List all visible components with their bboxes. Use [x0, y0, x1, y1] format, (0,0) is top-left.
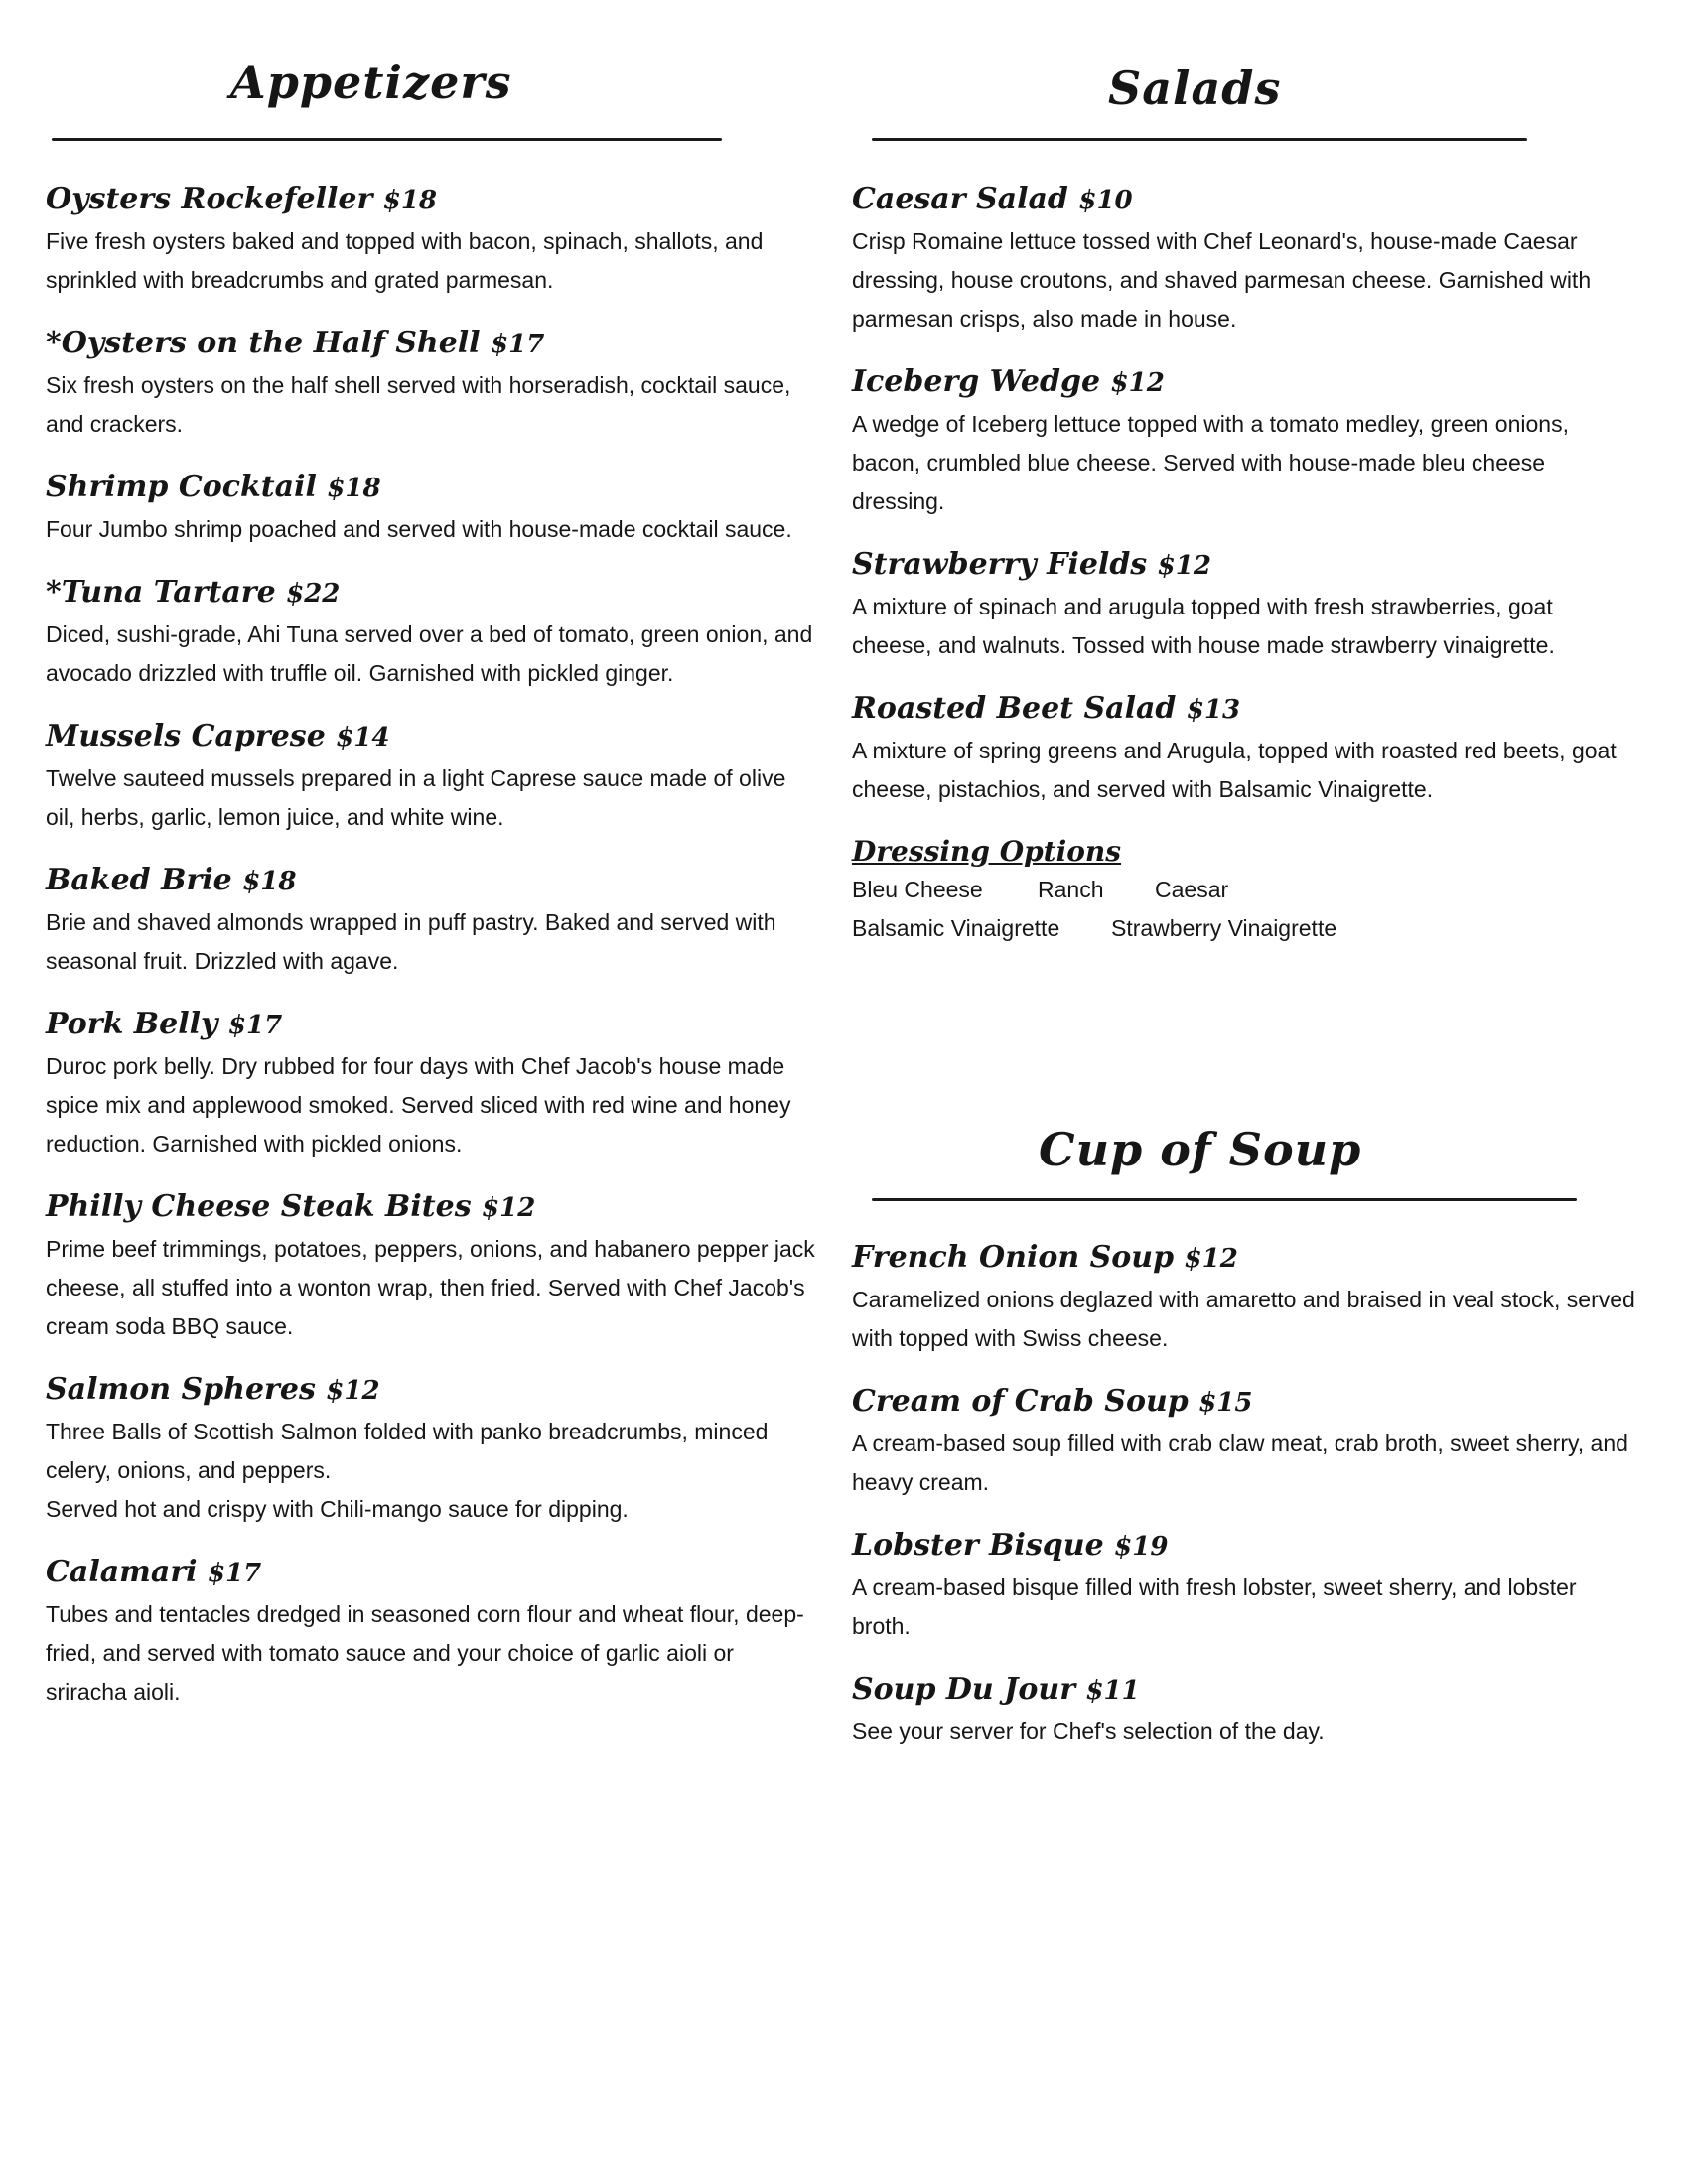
item-description: Brie and shaved almonds wrapped in puff pastry. Baked and served with seasonal fruit. Drizzled with agave. [46, 909, 776, 974]
item-price: $12 [326, 1376, 380, 1406]
appetizers-column [46, 0, 820, 1705]
item-name: Baked Brie [46, 863, 232, 897]
item-description: A mixture of spring greens and Arugula, topped with roasted red beets, goat cheese, pistachios, and served with Balsamic Vinaigrette. [852, 738, 1617, 802]
menu-item [46, 1005, 820, 1163]
item-price: $15 [1198, 1388, 1253, 1418]
salads-rule [872, 138, 1527, 141]
item-description: Tubes and tentacles dredged in seasoned corn flour and wheat flour, deep-fried, and served with tomato sauce and your choice of garlic aioli or sriracha aioli. [46, 1601, 804, 1705]
item-description: Six fresh oysters on the half shell served with horseradish, cocktail sauce, and crackers. [46, 372, 791, 437]
menu-item [852, 1526, 1636, 1646]
item-name: Salmon Spheres [46, 1372, 316, 1407]
item-description-note: Served hot and crispy with Chili-mango sauce for dipping. [46, 1496, 629, 1522]
item-name: Cream of Crab Soup [852, 1384, 1189, 1419]
item-price: $18 [242, 867, 297, 896]
item-price: $10 [1078, 186, 1133, 215]
item-price: $22 [286, 579, 341, 609]
item-name: Mussels Caprese [46, 719, 326, 753]
appetizer-list [46, 180, 820, 1711]
item-description: Five fresh oysters baked and topped with bacon, spinach, shallots, and sprinkled with breadcrumbs and grated parmesan. [46, 228, 764, 293]
soup-heading: Cup of Soup [1039, 1123, 1362, 1176]
item-name: Strawberry Fields [852, 547, 1148, 582]
menu-item [852, 689, 1636, 809]
item-name: *Oysters on the Half Shell [46, 326, 481, 360]
item-description: Crisp Romaine lettuce tossed with Chef Leonard's, house-made Caesar dressing, house croutons, and shaved parmesan cheese. Garnished with parmesan crisps, also made in house. [852, 228, 1592, 332]
menu-item [46, 861, 820, 981]
item-name: Shrimp Cocktail [46, 470, 317, 504]
dressing-row [852, 909, 1636, 948]
item-name: Philly Cheese Steak Bites [46, 1189, 472, 1224]
item-price: $12 [482, 1193, 536, 1223]
item-name: Soup Du Jour [852, 1672, 1075, 1706]
item-name: Calamari [46, 1555, 198, 1589]
item-description: See your server for Chef's selection of the day. [852, 1718, 1325, 1744]
item-price: $12 [1157, 551, 1211, 581]
item-price: $18 [327, 474, 381, 503]
menu-item [852, 545, 1636, 665]
appetizers-rule [52, 138, 722, 141]
item-name: Lobster Bisque [852, 1528, 1104, 1563]
item-name: Roasted Beet Salad [852, 691, 1177, 726]
item-price: $17 [227, 1011, 283, 1040]
dressing-option: Strawberry Vinaigrette [1111, 915, 1337, 941]
item-description: A mixture of spinach and arugula topped with fresh strawberries, goat cheese, and walnuts. Tossed with house made strawberry vinaigrette. [852, 594, 1555, 658]
dressing-options [852, 833, 1636, 948]
dressing-row [852, 871, 1636, 909]
item-price: $12 [1110, 368, 1165, 398]
item-price: $18 [382, 186, 438, 215]
soup-list [852, 1238, 1636, 1751]
item-price: $17 [208, 1559, 262, 1588]
menu-item [46, 573, 820, 693]
item-description: Three Balls of Scottish Salmon folded with panko breadcrumbs, minced celery, onions, and peppers. [46, 1419, 769, 1483]
salad-list [852, 180, 1636, 948]
item-name: Iceberg Wedge [852, 364, 1101, 399]
item-price: $12 [1184, 1244, 1238, 1274]
item-description: A wedge of Iceberg lettuce topped with a tomato medley, green onions, bacon, crumbled blue cheese. Served with house-made bleu cheese dressing. [852, 411, 1569, 514]
item-name: French Onion Soup [852, 1240, 1175, 1275]
dressing-option: Bleu Cheese [852, 877, 983, 902]
item-name: Caesar Salad [852, 182, 1068, 216]
menu-item [852, 1670, 1636, 1751]
item-description: A cream-based soup filled with crab claw meat, crab broth, sweet sherry, and heavy cream. [852, 1431, 1628, 1495]
menu-item [852, 362, 1636, 521]
item-price: $13 [1186, 695, 1241, 725]
item-description: Caramelized onions deglazed with amaretto and braised in veal stock, served with topped with Swiss cheese. [852, 1287, 1635, 1351]
menu-item [46, 324, 820, 444]
item-name: Oysters Rockefeller [46, 182, 373, 216]
item-description: Twelve sauteed mussels prepared in a light Caprese sauce made of olive oil, herbs, garlic, lemon juice, and white wine. [46, 765, 786, 830]
item-price: $11 [1085, 1676, 1140, 1706]
item-description: Duroc pork belly. Dry rubbed for four days with Chef Jacob's house made spice mix and applewood smoked. Served sliced with red wine and honey reduction. Garnished with pickled onions. [46, 1053, 791, 1157]
salads-heading: Salads [1108, 62, 1282, 115]
item-price: $14 [336, 723, 390, 752]
item-price: $19 [1114, 1532, 1169, 1562]
menu-item [46, 468, 820, 549]
menu-item [852, 180, 1636, 339]
appetizers-header [46, 0, 820, 109]
soup-rule [872, 1198, 1577, 1201]
item-description: Diced, sushi-grade, Ahi Tuna served over a bed of tomato, green onion, and avocado drizzled with truffle oil. Garnished with pickled ginger. [46, 621, 813, 686]
item-description: Four Jumbo shrimp poached and served with house-made cocktail sauce. [46, 516, 792, 542]
menu-item [46, 1187, 820, 1346]
dressing-option: Caesar [1155, 877, 1229, 902]
item-name: *Tuna Tartare [46, 575, 276, 610]
dressing-option: Balsamic Vinaigrette [852, 915, 1060, 941]
item-price: $17 [491, 330, 545, 359]
menu-item [852, 1382, 1636, 1502]
item-name: Pork Belly [46, 1007, 218, 1041]
menu-item [852, 1238, 1636, 1358]
menu-item [46, 717, 820, 837]
menu-item [46, 1370, 820, 1529]
appetizers-heading: Appetizers [230, 56, 512, 109]
menu-item [46, 180, 820, 300]
item-description: Prime beef trimmings, potatoes, peppers, onions, and habanero pepper jack cheese, all stuffed into a wonton wrap, then fried. Served with Chef Jacob's cream soda BBQ sauce. [46, 1236, 815, 1339]
dressing-option: Ranch [1038, 877, 1104, 902]
dressing-options-title: Dressing Options [852, 835, 1122, 868]
menu-item [46, 1553, 820, 1711]
item-description: A cream-based bisque filled with fresh lobster, sweet sherry, and lobster broth. [852, 1574, 1577, 1639]
